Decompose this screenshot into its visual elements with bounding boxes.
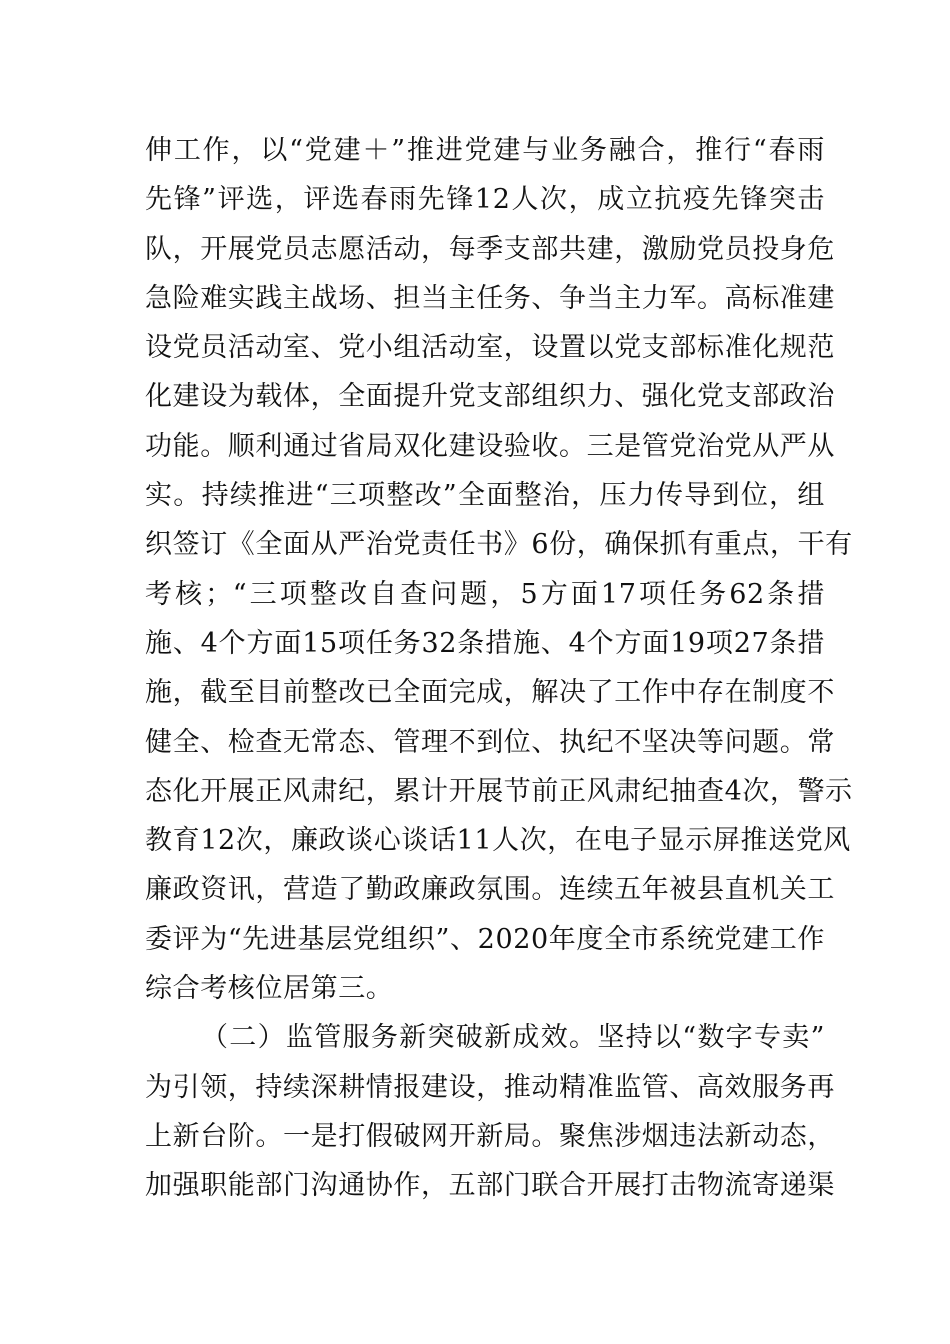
text-line: 健全、检查无常态、管理不到位、执纪不坚决等问题。常: [145, 726, 835, 758]
text-line: 功能。顺利通过省局双化建设验收。三是管党治党从严从: [145, 430, 835, 462]
text-line: 队，开展党员志愿活动，每季支部共建，激励党员投身危: [145, 233, 835, 265]
text-line: 设党员活动室、党小组活动室，设置以党支部标准化规范: [145, 332, 835, 364]
text-line: 教育12次，廉政谈心谈话11人次，在电子显示屏推送党风: [145, 825, 851, 857]
text-line: 施，截至目前整改已全面完成，解决了工作中存在制度不: [145, 677, 835, 709]
text-line: 加强职能部门沟通协作，五部门联合开展打击物流寄递渠: [145, 1170, 835, 1202]
text-line: 为引领，持续深耕情报建设，推动精准监管、高效服务再: [145, 1071, 835, 1103]
text-line: 态化开展正风肃纪，累计开展节前正风肃纪抽查4次，警示: [145, 775, 853, 807]
text-line: 先锋”评选，评选春雨先锋12人次，成立抗疫先锋突击: [145, 184, 825, 216]
text-line: 考核；“三项整改自查问题，5方面17项任务62条措: [145, 578, 825, 610]
text-line: 化建设为载体，全面提升党支部组织力、强化党支部政治: [145, 381, 835, 413]
text-line: 施、4个方面15项任务32条措施、4个方面19项27条措: [145, 627, 825, 659]
text-line: 织签订《全面从严治党责任书》6份，确保抓有重点，干有: [145, 529, 853, 561]
document-body: [145, 126, 853, 1211]
text-line: 综合考核位居第三。: [145, 973, 394, 1005]
section-heading-line: （二）监管服务新突破新成效。坚持以“数字专卖”: [201, 1022, 825, 1054]
text-line: 上新台阶。一是打假破网开新局。聚焦涉烟违法新动态，: [145, 1120, 835, 1152]
text-line: 委评为“先进基层党组织”、2020年度全市系统党建工作: [145, 923, 825, 955]
text-line: 廉政资讯，营造了勤政廉政氛围。连续五年被县直机关工: [145, 874, 835, 906]
paragraph-1: [145, 126, 853, 1013]
text-line: 实。持续推进“三项整改”全面整治，压力传导到位，组: [145, 480, 825, 512]
text-line: 急险难实践主战场、担当主任务、争当主力军。高标准建: [145, 282, 835, 314]
paragraph-2: [145, 1013, 835, 1210]
text-line: 伸工作，以“党建＋”推进党建与业务融合，推行“春雨: [145, 135, 825, 166]
